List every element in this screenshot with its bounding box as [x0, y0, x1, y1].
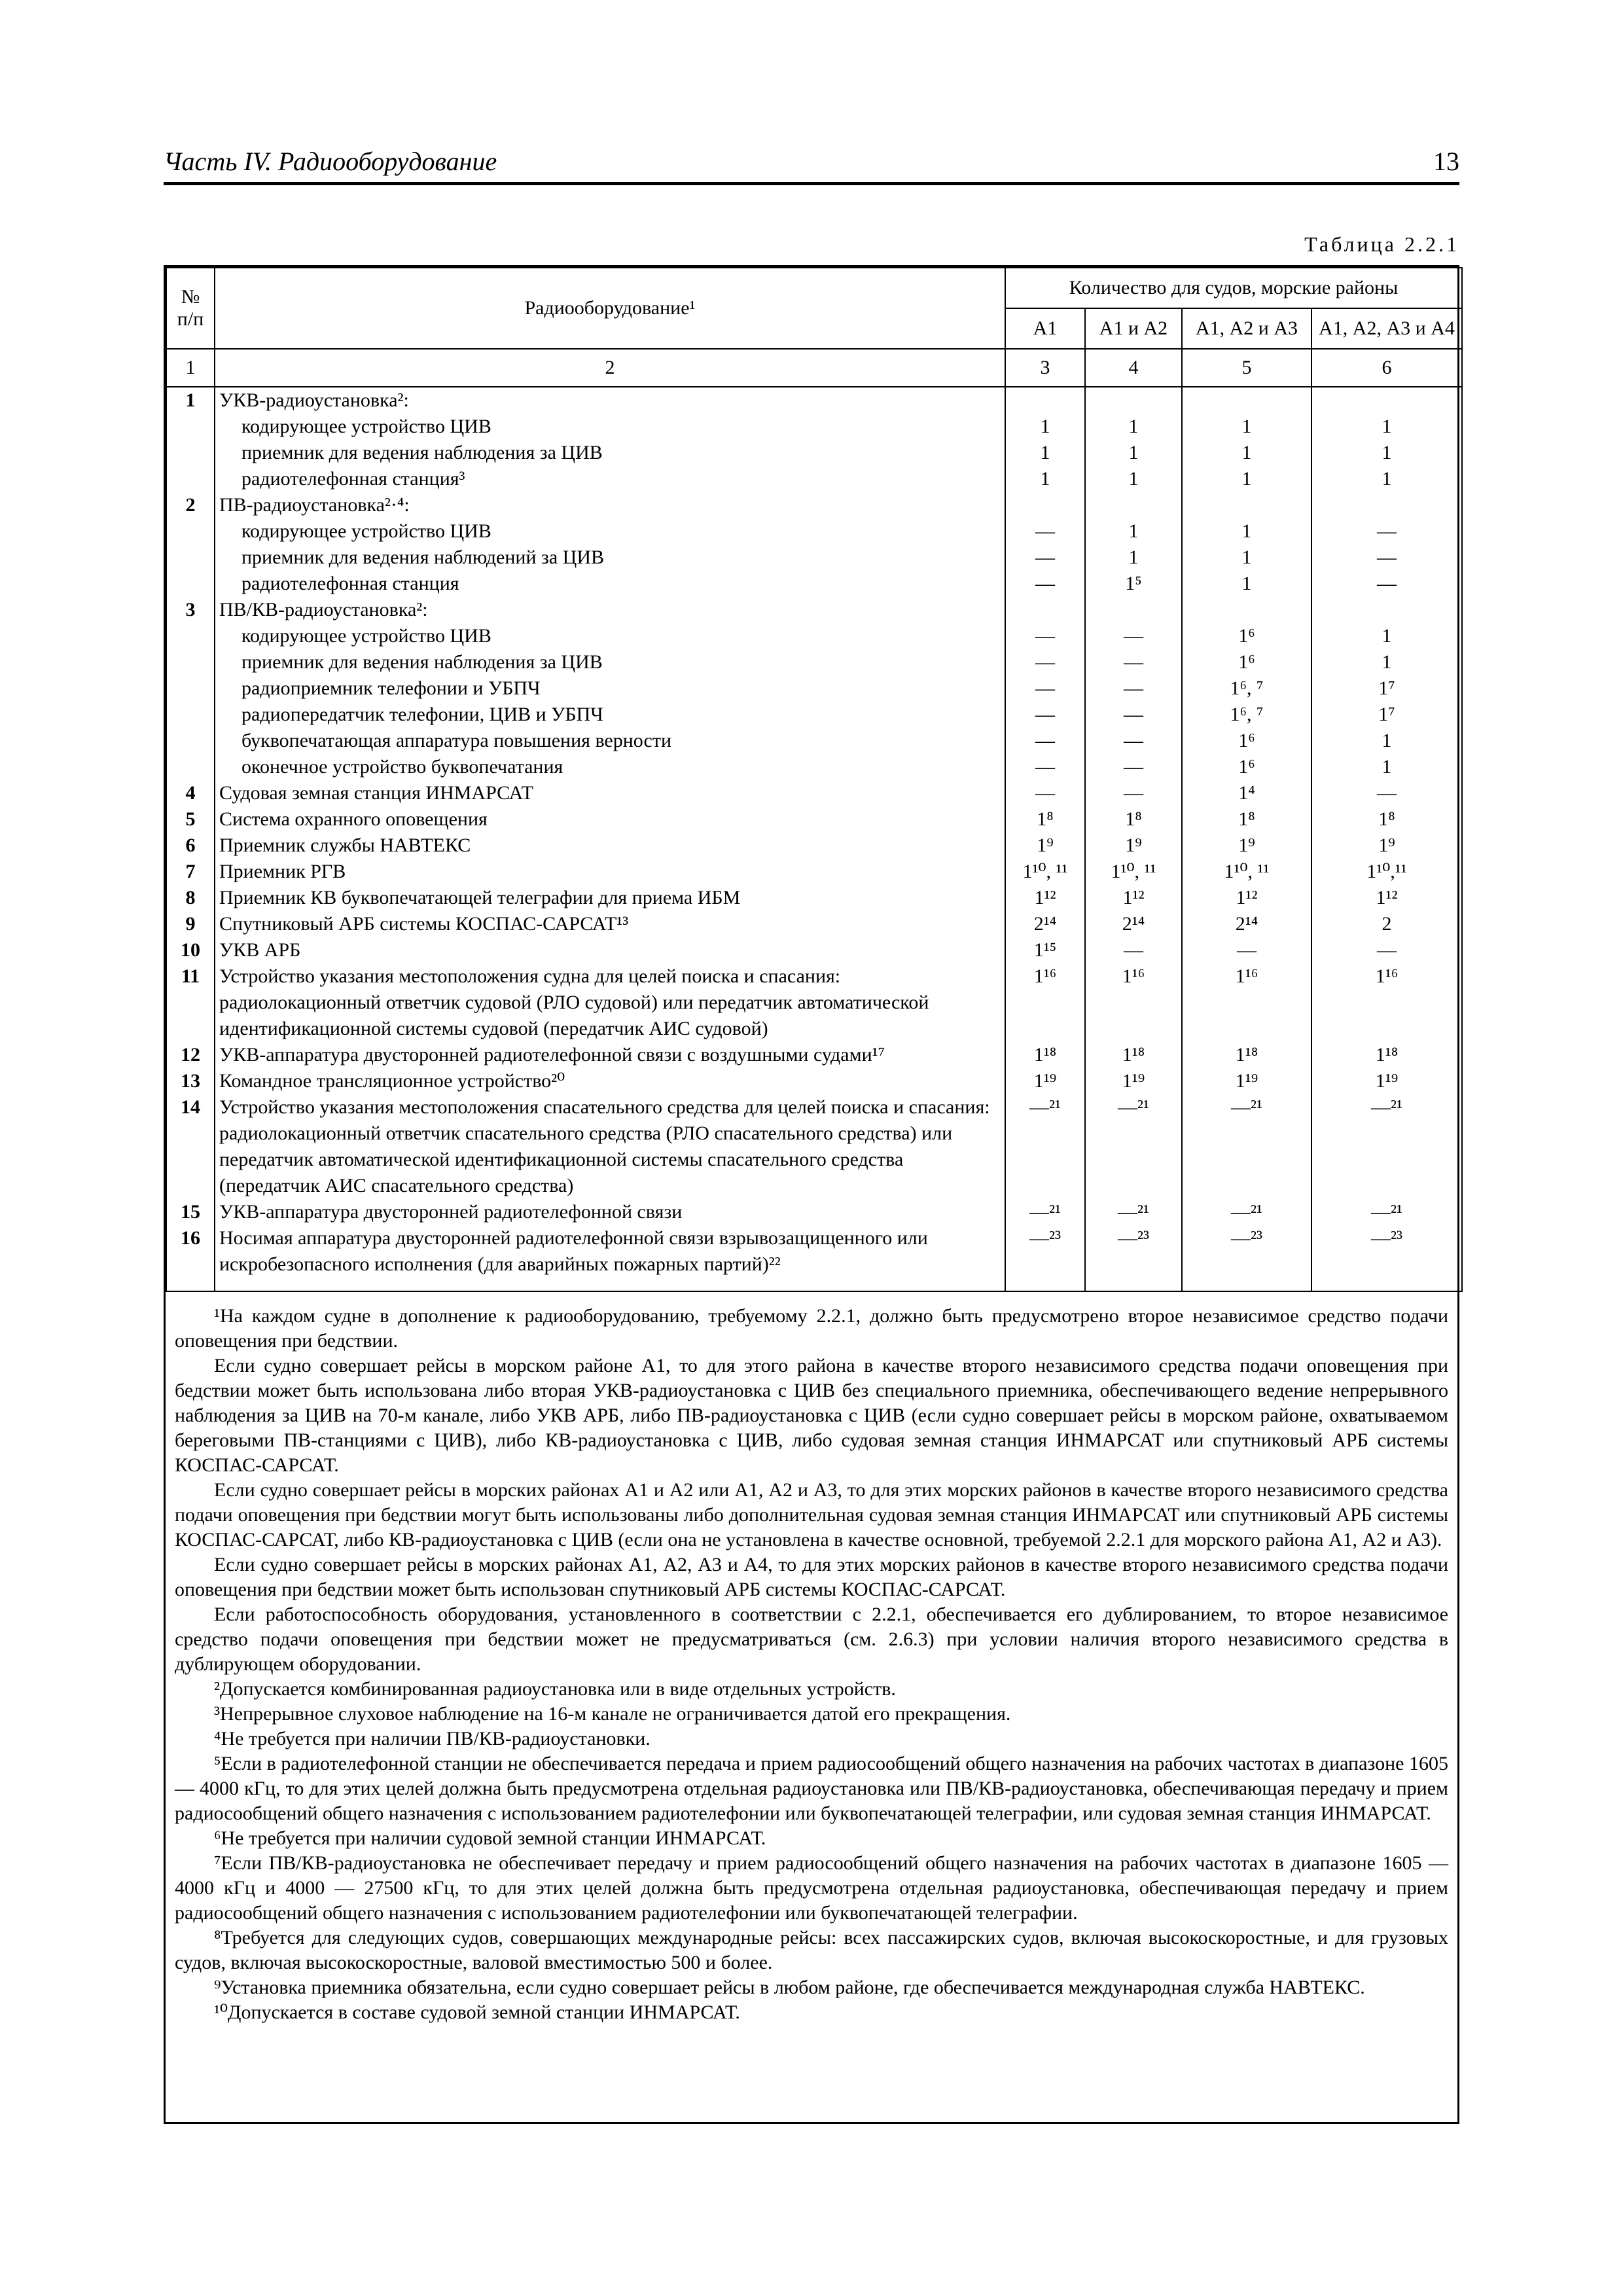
row-number: 16 — [166, 1225, 215, 1278]
quantity-cell: 1¹⁶ — [1085, 963, 1182, 1042]
quantity-cell: — — [1085, 702, 1182, 728]
footnote: Если судно совершает рейсы в морских районах А1 и А2 или А1, А2 и А3, то для этих морских районов в качестве второго независимого средства подачи оповещения при бедствии могут быть использованы либо дополнительная судовая земная станция ИНМАРСАТ или спутниковый АРБ системы КОСПАС-САРСАТ, либо КВ-радиоустановка с ЦИВ (если она не установлена в качестве основной, требуемой 2.2.1 для морского района А1, А2 и А3). — [175, 1479, 1448, 1551]
column-number: 1 — [166, 349, 215, 387]
equipment-name: Система охранного оповещения — [215, 806, 1005, 833]
table-row — [166, 545, 1462, 571]
quantity-cell: 1⁸ — [1085, 806, 1182, 833]
row-number — [166, 545, 215, 571]
row-number — [166, 571, 215, 597]
quantity-cell — [1182, 492, 1311, 518]
column-number: 2 — [215, 349, 1005, 387]
table-row — [166, 702, 1462, 728]
area-header: А1, А2 и А3 — [1182, 308, 1311, 349]
equipment-name: радиотелефонная станция³ — [215, 466, 1005, 492]
row-number: 4 — [166, 780, 215, 806]
quantity-cell: — — [1005, 780, 1085, 806]
row-number: 11 — [166, 963, 215, 1042]
equipment-name: Судовая земная станция ИНМАРСАТ — [215, 780, 1005, 806]
equipment-name: Приемник службы НАВТЕКС — [215, 833, 1005, 859]
quantity-cell: — — [1311, 518, 1462, 545]
quantity-cell: — — [1085, 780, 1182, 806]
equipment-name: приемник для ведения наблюдений за ЦИВ — [215, 545, 1005, 571]
table-row — [166, 466, 1462, 492]
table-caption: Таблица 2.2.1 — [1304, 232, 1459, 256]
quantity-cell: —²³ — [1085, 1225, 1182, 1278]
quantity-cell: 1 — [1311, 414, 1462, 440]
quantity-cell: 1¹² — [1085, 885, 1182, 911]
table-frame — [164, 265, 1459, 2124]
equipment-name: ПВ-радиоустановка²·⁴: — [215, 492, 1005, 518]
quantity-cell: 1¹⁰,¹¹ — [1311, 859, 1462, 885]
quantity-cell: 1¹⁹ — [1311, 1068, 1462, 1094]
running-header — [164, 143, 1459, 185]
table-row — [166, 1068, 1462, 1094]
quantity-cell: 1 — [1311, 649, 1462, 675]
quantity-cell: 1⁸ — [1005, 806, 1085, 833]
quantity-cell: 1 — [1005, 414, 1085, 440]
table-row — [166, 859, 1462, 885]
quantity-cell: 1⁶, ⁷ — [1182, 702, 1311, 728]
quantity-cell: 1¹⁸ — [1005, 1042, 1085, 1068]
quantity-cell: 1⁶ — [1182, 754, 1311, 780]
quantity-cell: — — [1085, 754, 1182, 780]
area-header: А1 — [1005, 308, 1085, 349]
quantity-cell: 1⁹ — [1085, 833, 1182, 859]
row-number: 7 — [166, 859, 215, 885]
equipment-name: УКВ АРБ — [215, 937, 1005, 963]
quantity-cell: 1⁸ — [1182, 806, 1311, 833]
footnote: ¹На каждом судне в дополнение к радиооборудованию, требуемому 2.2.1, должно быть предусмотрено второе независимое средство подачи оповещения при бедствии. — [175, 1305, 1448, 1352]
table-row — [166, 440, 1462, 466]
quantity-cell: 1¹² — [1182, 885, 1311, 911]
table-row — [166, 806, 1462, 833]
table-row — [166, 728, 1462, 754]
footnote: ¹⁰Допускается в составе судовой земной станции ИНМАРСАТ. — [214, 2001, 740, 2023]
table-body — [166, 387, 1462, 1278]
equipment-name: Носимая аппаратура двусторонней радиотелефонной связи взрывозащищенного или искробезопасного исполнения (для аварийных пожарных партий)²² — [215, 1225, 1005, 1278]
table-row — [166, 911, 1462, 937]
table-row — [166, 963, 1462, 1042]
quantity-cell — [1005, 387, 1085, 414]
footnote: ⁵Если в радиотелефонной станции не обеспечивается передача и прием радиосообщений общего назначения на рабочих частотах в диапазоне 1605 — 4000 кГц, то для этих целей должна быть предусмотрена отдельная радиоустановка или ПВ/КВ-радиоустановка, обеспечивающая передачу и прием радиосообщений общего назначения с использованием радиотелефонии или буквопечатающей телеграфии, или судовая земная станция ИНМАРСАТ. — [175, 1753, 1448, 1824]
table-row — [166, 1094, 1462, 1199]
equipment-name: приемник для ведения наблюдения за ЦИВ — [215, 649, 1005, 675]
table-row — [166, 1199, 1462, 1225]
quantity-cell: 1 — [1085, 414, 1182, 440]
footnote: Если работоспособность оборудования, установленного в соответствии с 2.2.1, обеспечивается его дублированием, то второе независимое средство подачи оповещения при бедствии может не предусматриваться (см. 2.6.3) при условии наличия второго независимого средства в дублирующем оборудовании. — [175, 1604, 1448, 1675]
row-number — [166, 466, 215, 492]
footnote: ⁸Требуется для следующих судов, совершающих международные рейсы: всех пассажирских судов, включая высокоскоростные, и для грузовых судов, включая высокоскоростные, валовой вместимостью 500 и более. — [175, 1927, 1448, 1973]
equipment-name: Спутниковый АРБ системы КОСПАС-САРСАТ¹³ — [215, 911, 1005, 937]
row-number: 15 — [166, 1199, 215, 1225]
footnote: ⁴Не требуется при наличии ПВ/КВ-радиоустановки. — [214, 1728, 651, 1749]
table-row — [166, 571, 1462, 597]
row-number — [166, 518, 215, 545]
quantity-cell: 1 — [1182, 518, 1311, 545]
equipment-name: УКВ-аппаратура двусторонней радиотелефонной связи — [215, 1199, 1005, 1225]
row-number: 14 — [166, 1094, 215, 1199]
quantity-cell: 1 — [1311, 623, 1462, 649]
quantity-cell: 1⁷ — [1311, 702, 1462, 728]
equipment-name: оконечное устройство буквопечатания — [215, 754, 1005, 780]
quantity-cell: — — [1085, 675, 1182, 702]
quantity-cell: 1¹⁹ — [1005, 1068, 1085, 1094]
quantity-cell — [1085, 597, 1182, 623]
equipment-name: Устройство указания местоположения судна для целей поиска и спасания: радиолокационный ответчик судовой (РЛО судовой) или передатчик автоматической идентификационной системы судовой (передатчик АИС судовой) — [215, 963, 1005, 1042]
quantity-cell — [1182, 387, 1311, 414]
quantity-cell: —²¹ — [1311, 1094, 1462, 1199]
table-row — [166, 414, 1462, 440]
quantity-cell: 1¹⁰, ¹¹ — [1182, 859, 1311, 885]
quantity-cell: 1¹⁰, ¹¹ — [1005, 859, 1085, 885]
footnote: ²Допускается комбинированная радиоустановка или в виде отдельных устройств. — [214, 1678, 896, 1700]
column-number: 3 — [1005, 349, 1085, 387]
quantity-cell — [1085, 492, 1182, 518]
row-number — [166, 414, 215, 440]
quantity-cell: 1 — [1182, 440, 1311, 466]
quantity-cell: — — [1182, 937, 1311, 963]
equipment-name: УКВ-аппаратура двусторонней радиотелефонной связи с воздушными судами¹⁷ — [215, 1042, 1005, 1068]
table-row — [166, 492, 1462, 518]
quantity-cell: 1¹² — [1005, 885, 1085, 911]
quantity-cell: —²¹ — [1005, 1094, 1085, 1199]
row-number: 12 — [166, 1042, 215, 1068]
table-row — [166, 649, 1462, 675]
area-header: А1 и А2 — [1085, 308, 1182, 349]
quantity-cell: —²¹ — [1311, 1199, 1462, 1225]
table-row — [166, 1042, 1462, 1068]
quantity-cell: — — [1005, 754, 1085, 780]
equipment-name: кодирующее устройство ЦИВ — [215, 623, 1005, 649]
column-number: 5 — [1182, 349, 1311, 387]
row-number: 8 — [166, 885, 215, 911]
column-number: 6 — [1311, 349, 1462, 387]
table-row — [166, 885, 1462, 911]
quantity-cell: — — [1005, 518, 1085, 545]
quantity-cell: 1¹⁵ — [1005, 937, 1085, 963]
quantity-cell: —²³ — [1005, 1225, 1085, 1278]
quantity-cell: —²¹ — [1182, 1094, 1311, 1199]
table-row — [166, 833, 1462, 859]
quantity-cell: — — [1005, 571, 1085, 597]
quantity-cell: 1 — [1311, 754, 1462, 780]
quantity-cell: 1⁹ — [1311, 833, 1462, 859]
quantity-cell: 2 — [1311, 911, 1462, 937]
quantity-cell: —²³ — [1311, 1225, 1462, 1278]
quantity-cell: — — [1005, 623, 1085, 649]
quantity-cell: — — [1005, 702, 1085, 728]
quantity-cell: —²¹ — [1085, 1094, 1182, 1199]
footnote: Если судно совершает рейсы в морских районах А1, А2, А3 и А4, то для этих морских районов в качестве второго независимого средства подачи оповещения при бедствии может быть использован спутниковый АРБ системы КОСПАС-САРСАТ. — [175, 1554, 1448, 1600]
quantity-cell: 1⁹ — [1005, 833, 1085, 859]
quantity-cell: — — [1085, 937, 1182, 963]
quantity-cell — [1085, 387, 1182, 414]
equipment-name: УКВ-радиоустановка²: — [215, 387, 1005, 414]
row-number: 9 — [166, 911, 215, 937]
row-number: 6 — [166, 833, 215, 859]
quantity-cell: 1⁶ — [1182, 728, 1311, 754]
row-number — [166, 440, 215, 466]
section-title: Часть IV. Радиооборудование — [164, 147, 497, 176]
quantity-cell: 1¹² — [1311, 885, 1462, 911]
footnote: ⁹Установка приемника обязательна, если судно совершает рейсы в любом районе, где обеспечивается международная служба НАВТЕКС. — [214, 1977, 1365, 1998]
row-number — [166, 675, 215, 702]
quantity-cell: 1⁶ — [1182, 623, 1311, 649]
column-number: 4 — [1085, 349, 1182, 387]
quantity-cell: 2¹⁴ — [1085, 911, 1182, 937]
quantity-cell: —²¹ — [1085, 1199, 1182, 1225]
quantity-cell: — — [1085, 649, 1182, 675]
quantity-cell: — — [1311, 937, 1462, 963]
table-row — [166, 387, 1462, 414]
equipment-name: буквопечатающая аппаратура повышения верности — [215, 728, 1005, 754]
quantity-cell: — — [1085, 728, 1182, 754]
footnote: Если судно совершает рейсы в морском районе А1, то для этого района в качестве второго независимого средства подачи оповещения при бедствии может быть использована либо вторая УКВ-радиоустановка с ЦИВ без специального приемника, обеспечивающего ведение непрерывного наблюдения за ЦИВ на 70-м канале, либо УКВ АРБ, либо ПВ-радиоустановка с ЦИВ (если судно совершает рейсы в морском районе, охватываемом береговыми ПВ-станциями с ЦИВ), либо КВ-радиоустановка с ЦИВ, либо судовая земная станция ИНМАРСАТ или спутниковый АРБ системы КОСПАС-САРСАТ. — [175, 1355, 1448, 1476]
quantity-cell: — — [1085, 623, 1182, 649]
quantity-cell: 1 — [1005, 466, 1085, 492]
quantity-cell: — — [1005, 675, 1085, 702]
row-number: 10 — [166, 937, 215, 963]
equipment-name: Командное трансляционное устройство²⁰ — [215, 1068, 1005, 1094]
footnote: ⁷Если ПВ/КВ-радиоустановка не обеспечивает передачу и прием радиосообщений общего назначения на рабочих частотах в диапазоне 1605 — 4000 кГц и 4000 — 27500 кГц, то для этих целей должна быть предусмотрена отдельная радиоустановка, обеспечивающая передачу и прием радиосообщений общего назначения с использованием радиотелефонии или буквопечатающей телеграфии. — [175, 1852, 1448, 1924]
quantity-cell: 1¹⁰, ¹¹ — [1085, 859, 1182, 885]
quantity-cell: — — [1005, 649, 1085, 675]
quantity-cell: 1 — [1311, 728, 1462, 754]
equipment-name: Приемник РГВ — [215, 859, 1005, 885]
footnote: ⁶Не требуется при наличии судовой земной станции ИНМАРСАТ. — [214, 1827, 766, 1849]
quantity-cell — [1005, 492, 1085, 518]
quantity-cell: — — [1311, 545, 1462, 571]
quantity-cell: 1 — [1182, 466, 1311, 492]
quantity-cell: 1 — [1311, 440, 1462, 466]
quantity-cell: 1 — [1182, 571, 1311, 597]
row-number — [166, 754, 215, 780]
quantity-cell: 1⁴ — [1182, 780, 1311, 806]
quantity-cell: 1 — [1311, 466, 1462, 492]
quantity-cell: 1⁶ — [1182, 649, 1311, 675]
quantity-cell — [1182, 597, 1311, 623]
row-number — [166, 728, 215, 754]
quantity-cell: 1⁷ — [1311, 675, 1462, 702]
quantity-cell: 1¹⁸ — [1085, 1042, 1182, 1068]
quantity-cell: 1⁵ — [1085, 571, 1182, 597]
row-number: 2 — [166, 492, 215, 518]
quantity-cell: 1¹⁹ — [1085, 1068, 1182, 1094]
quantity-cell: — — [1311, 780, 1462, 806]
row-number — [166, 649, 215, 675]
quantity-cell: 1 — [1085, 440, 1182, 466]
row-number — [166, 702, 215, 728]
row-number: 1 — [166, 387, 215, 414]
equipment-name: радиотелефонная станция — [215, 571, 1005, 597]
page-number: 13 — [1433, 147, 1459, 176]
quantity-cell: 1¹⁶ — [1311, 963, 1462, 1042]
table-row — [166, 518, 1462, 545]
quantity-cell: — — [1005, 728, 1085, 754]
quantity-cell — [1005, 597, 1085, 623]
quantity-cell: 1¹⁸ — [1182, 1042, 1311, 1068]
quantity-cell: 2¹⁴ — [1182, 911, 1311, 937]
table-row — [166, 597, 1462, 623]
quantity-cell: —²¹ — [1182, 1199, 1311, 1225]
quantity-cell: — — [1311, 571, 1462, 597]
quantity-cell: 2¹⁴ — [1005, 911, 1085, 937]
table-row — [166, 780, 1462, 806]
area-header: А1, А2, А3 и А4 — [1311, 308, 1462, 349]
quantity-cell: 1 — [1085, 466, 1182, 492]
equipment-name: Устройство указания местоположения спасательного средства для целей поиска и спасания: радиолокационный ответчик спасательного средства (РЛО спасательного средства) или передатчик автоматической идентификационной системы спасательного средства (передатчик АИС спасательного средства) — [215, 1094, 1005, 1199]
quantity-cell: 1⁹ — [1182, 833, 1311, 859]
quantity-cell: 1¹⁸ — [1311, 1042, 1462, 1068]
table-row — [166, 754, 1462, 780]
row-number — [166, 623, 215, 649]
row-number: 3 — [166, 597, 215, 623]
quantity-cell: 1 — [1085, 545, 1182, 571]
table-row — [166, 1225, 1462, 1278]
quantity-cell — [1311, 387, 1462, 414]
quantity-cell: 1¹⁶ — [1182, 963, 1311, 1042]
quantity-cell: — — [1005, 545, 1085, 571]
col-header-quantity: Количество для судов, морские районы — [1005, 268, 1462, 308]
quantity-cell — [1311, 597, 1462, 623]
quantity-cell: 1 — [1005, 440, 1085, 466]
quantity-cell: 1 — [1085, 518, 1182, 545]
row-number: 13 — [166, 1068, 215, 1094]
footnote: ³Непрерывное слуховое наблюдение на 16-м канале не ограничивается датой его прекращения. — [214, 1703, 1011, 1725]
quantity-cell: 1⁸ — [1311, 806, 1462, 833]
equipment-name: радиоприемник телефонии и УБПЧ — [215, 675, 1005, 702]
quantity-cell: —²³ — [1182, 1225, 1311, 1278]
equipment-name: Приемник КВ буквопечатающей телеграфии для приема ИБМ — [215, 885, 1005, 911]
footnotes — [166, 1292, 1457, 2032]
quantity-cell: 1 — [1182, 545, 1311, 571]
equipment-name: приемник для ведения наблюдения за ЦИВ — [215, 440, 1005, 466]
quantity-cell: 1¹⁶ — [1005, 963, 1085, 1042]
quantity-cell: 1⁶, ⁷ — [1182, 675, 1311, 702]
col-header-equipment: Радиооборудование¹ — [215, 268, 1005, 349]
equipment-name: радиопередатчик телефонии, ЦИВ и УБПЧ — [215, 702, 1005, 728]
row-number: 5 — [166, 806, 215, 833]
quantity-cell: 1¹⁹ — [1182, 1068, 1311, 1094]
col-header-no: № п/п — [166, 268, 215, 349]
table-row — [166, 937, 1462, 963]
equipment-name: ПВ/КВ-радиоустановка²: — [215, 597, 1005, 623]
quantity-cell — [1311, 492, 1462, 518]
table-row — [166, 675, 1462, 702]
quantity-cell: 1 — [1182, 414, 1311, 440]
quantity-cell: —²¹ — [1005, 1199, 1085, 1225]
table-row — [166, 623, 1462, 649]
equipment-table — [166, 267, 1463, 1292]
equipment-name: кодирующее устройство ЦИВ — [215, 414, 1005, 440]
equipment-name: кодирующее устройство ЦИВ — [215, 518, 1005, 545]
